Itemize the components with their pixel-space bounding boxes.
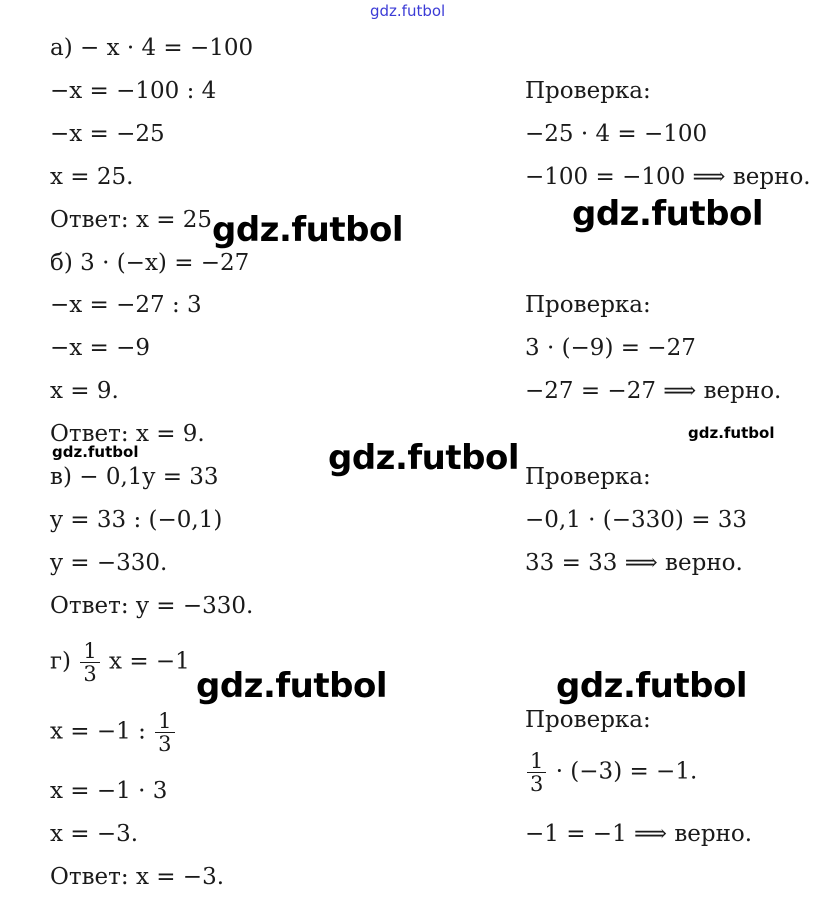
fraction-denominator: 3 [158,732,172,756]
part-g-check-1 [525,750,697,795]
correct-label: верно. [674,821,753,847]
part-v-answer [50,592,253,620]
part-g-answer [50,863,224,891]
part-v-check-label: Проверка: [525,464,651,490]
part-g-prefix: г) [50,648,72,675]
fraction-denominator: 3 [530,772,544,796]
check-rest: · (−3) = −1. [555,758,698,785]
part-g-step-3: x = −3. [50,821,139,847]
part-a-check-1: −25 · 4 = −100 [525,121,708,147]
watermark: gdz.futbol [328,438,519,478]
watermark-small: gdz.futbol [688,424,775,442]
correct-label: верно. [665,550,743,576]
correct-label: верно. [732,164,811,190]
part-b-check-2 [525,377,781,405]
watermark: gdz.futbol [556,666,747,706]
answer-label: Ответ: [50,207,129,233]
step-prefix: x = −1 : [50,718,146,745]
part-v-step-1: y = 33 : (−0,1) [50,507,223,533]
part-b-step-2: −x = −9 [50,335,151,361]
part-a-step-3: x = 25. [50,164,134,190]
correct-label: верно. [703,378,782,404]
check-equation: −1 = −1 ⟹ [525,821,667,847]
part-b-title: б) 3 · (−x) = −27 [50,250,250,276]
part-a-check-2 [525,163,811,191]
check-equation: −100 = −100 ⟹ [525,164,726,190]
watermark-small: gdz.futbol [52,443,139,461]
part-v-title: в) − 0,1y = 33 [50,464,219,490]
answer-label: Ответ: [50,421,129,447]
fraction-denominator: 3 [83,662,97,686]
part-g-title [50,640,190,685]
watermark: gdz.futbol [196,666,387,706]
part-b-check-1: 3 · (−9) = −27 [525,335,696,361]
part-g-check-label: Проверка: [525,707,651,733]
part-b-answer [50,420,205,448]
watermark: gdz.futbol [212,210,403,250]
answer-value: x = −3. [135,864,225,890]
answer-label: Ответ: [50,593,129,619]
fraction [80,640,99,685]
part-v-step-2: y = −330. [50,550,168,576]
part-g-check-2 [525,820,752,848]
part-v-check-2 [525,549,743,577]
answer-value: x = 9. [135,421,205,447]
fraction-numerator: 1 [155,710,174,733]
watermark: gdz.futbol [572,194,763,234]
part-v-check-1: −0,1 · (−330) = 33 [525,507,748,533]
part-b-check-label: Проверка: [525,292,651,318]
part-g-title-rest: x = −1 [109,648,190,675]
fraction [155,710,174,755]
check-equation: −27 = −27 ⟹ [525,378,697,404]
part-a-step-1: −x = −100 : 4 [50,78,217,104]
fraction [527,750,546,795]
part-b-step-3: x = 9. [50,378,119,404]
part-a-step-2: −x = −25 [50,121,165,147]
answer-value: y = −330. [135,593,254,619]
part-a-answer [50,206,212,234]
fraction-numerator: 1 [80,640,99,663]
check-equation: 33 = 33 ⟹ [525,550,658,576]
answer-value: x = 25 [135,207,213,233]
watermark-top: gdz.futbol [370,2,446,20]
part-a-title: а) − x · 4 = −100 [50,35,254,61]
answer-label: Ответ: [50,864,129,890]
part-g-step-2: x = −1 · 3 [50,778,168,804]
fraction-numerator: 1 [527,750,546,773]
part-a-check-label: Проверка: [525,78,651,104]
part-g-step-1 [50,710,177,755]
part-b-step-1: −x = −27 : 3 [50,292,202,318]
